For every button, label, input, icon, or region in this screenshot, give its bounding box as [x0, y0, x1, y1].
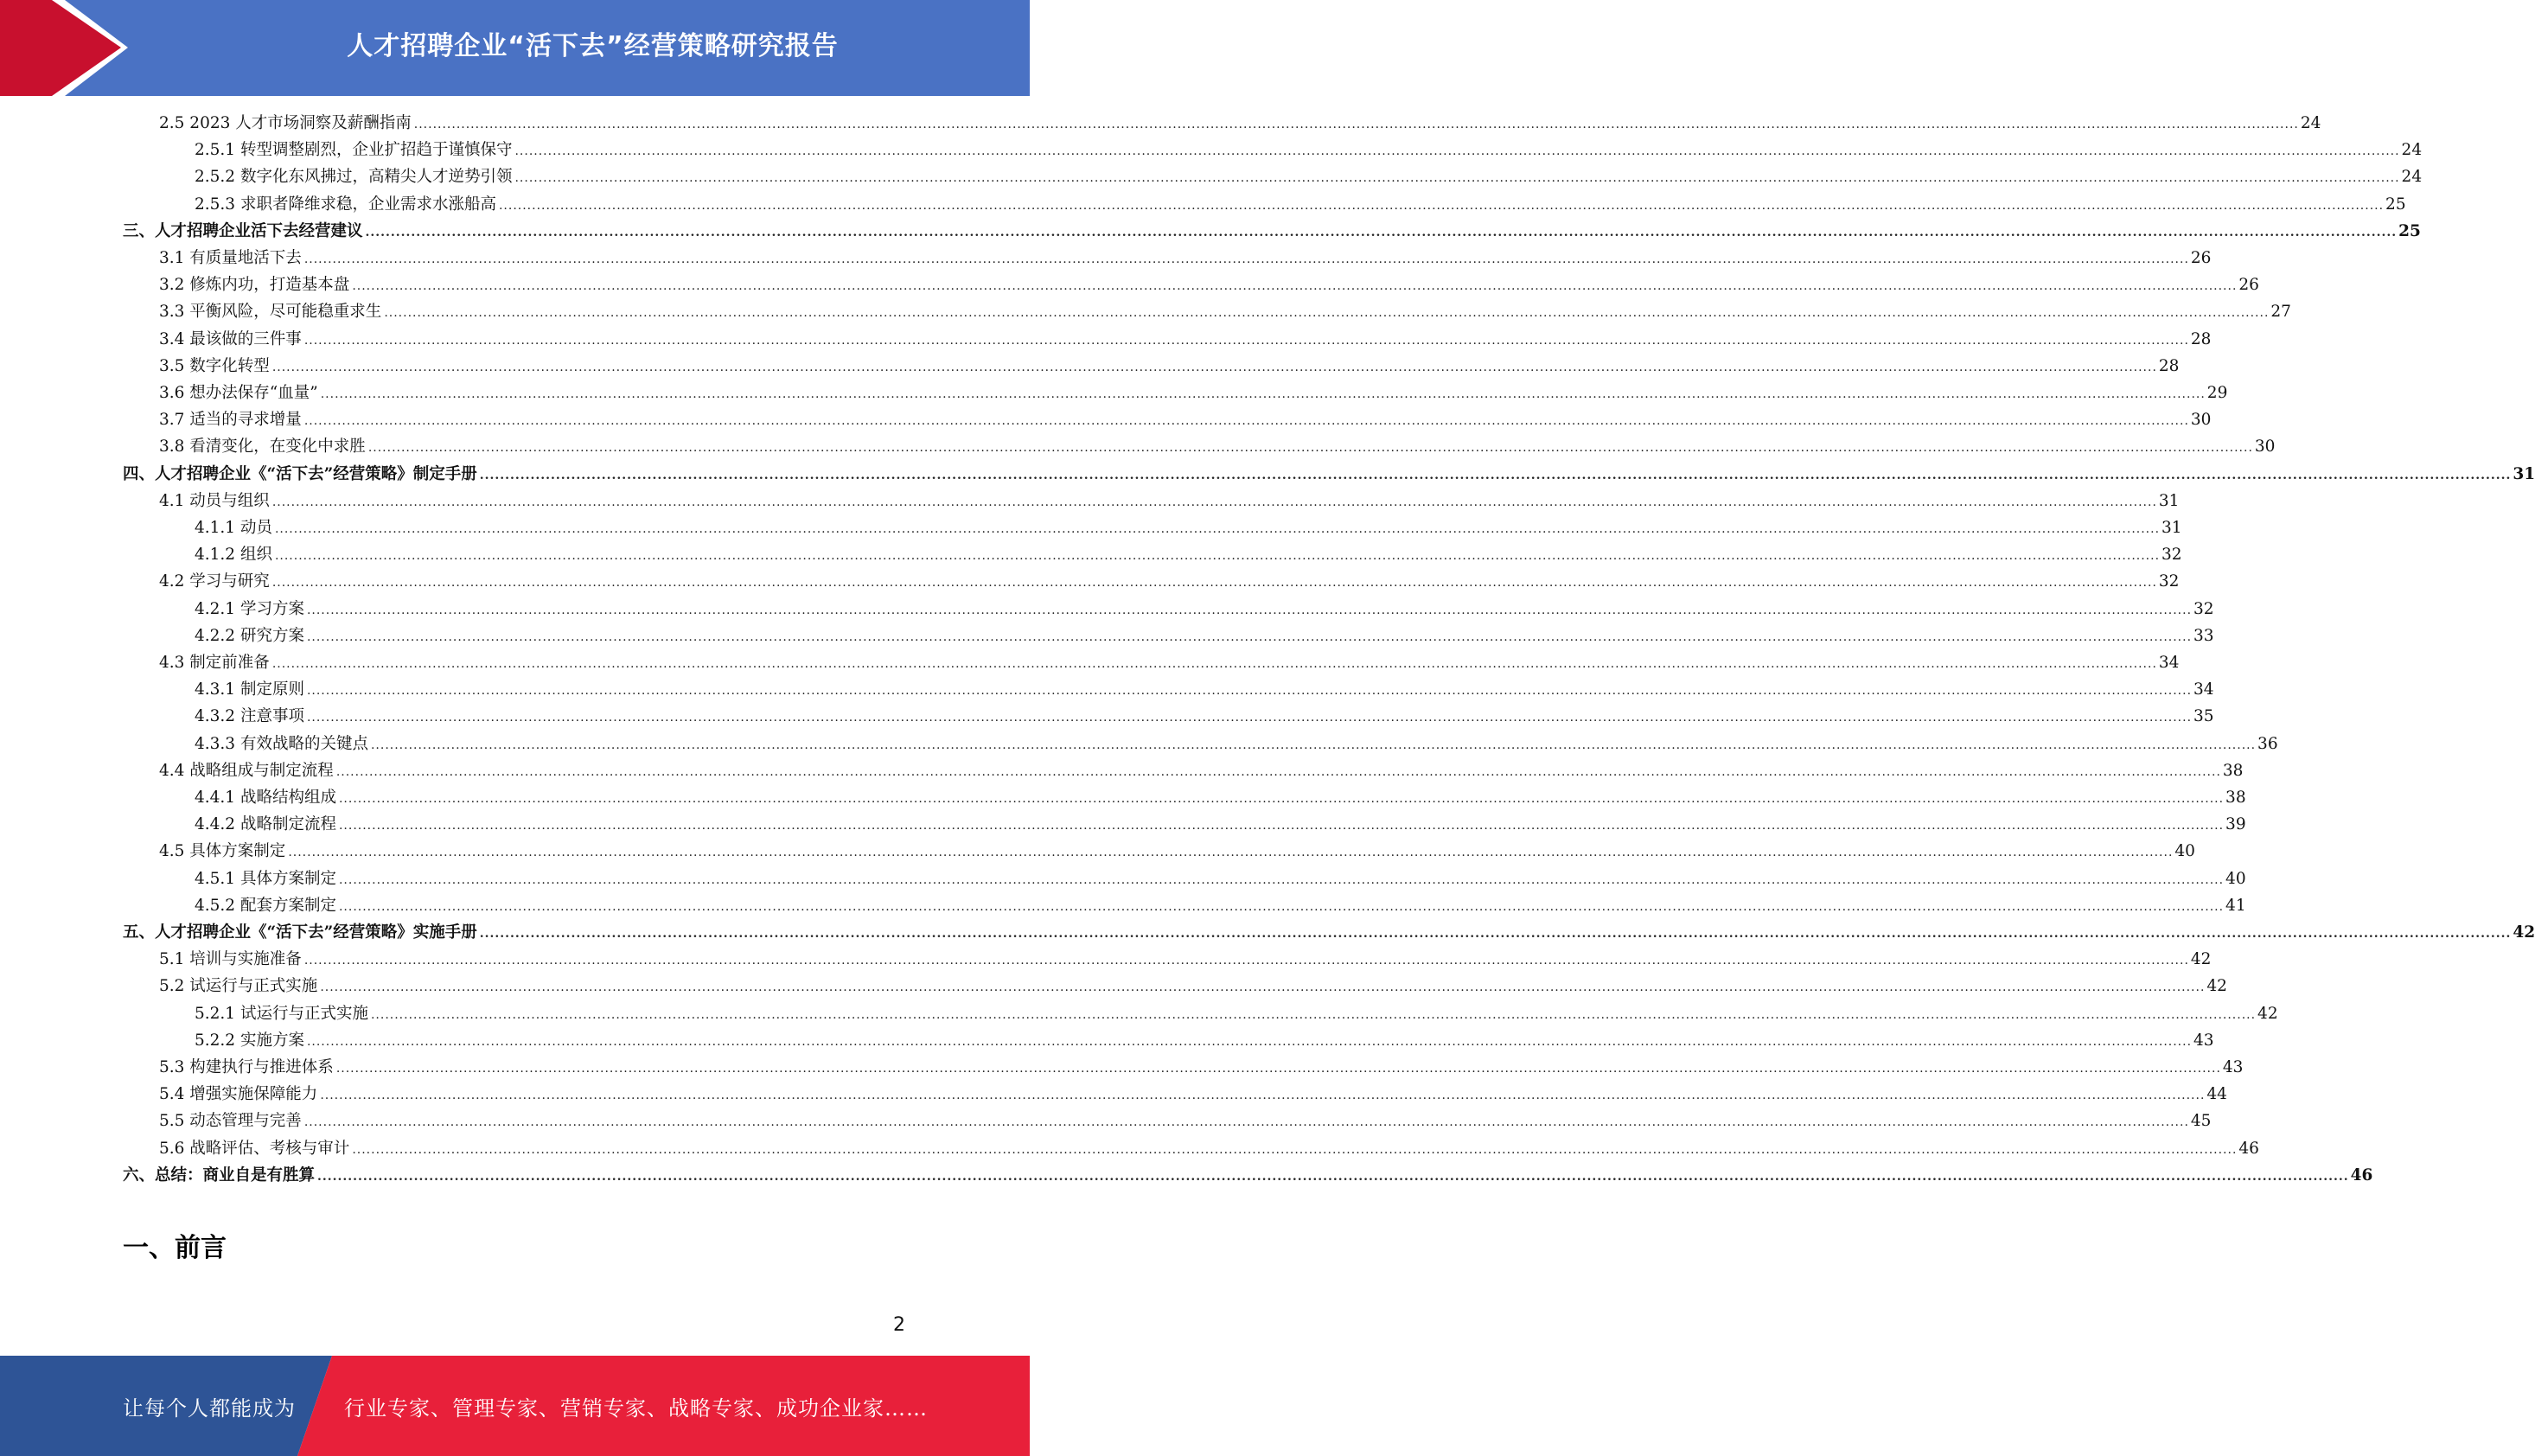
toc-dot-leader: ................................................................................................................................................................................................................................................................................................................................................................................................................	[306, 603, 2193, 617]
toc-entry-label: 2.5.3 求职者降维求稳，企业需求水涨船高	[195, 195, 496, 214]
toc-entry-label: 2.5.2 数字化东风拂过，高精尖人才逆势引领	[195, 168, 513, 187]
toc-entry-page: 46	[2238, 1139, 2259, 1158]
toc-entry-label: 5.5 动态管理与完善	[159, 1112, 302, 1131]
toc-entry-page: 35	[2193, 707, 2214, 726]
toc-entry[interactable]	[159, 569, 2180, 595]
toc-entry-page: 32	[2161, 546, 2182, 565]
toc-entry-page: 25	[2385, 195, 2406, 214]
toc-entry[interactable]	[159, 1108, 2212, 1134]
toc-dot-leader: ................................................................................................................................................................................................................................................................................................................................................................................................................	[306, 1034, 2193, 1049]
toc-entry-page: 46	[2350, 1165, 2373, 1185]
toc-dot-leader: ................................................................................................................................................................................................................................................................................................................................................................................................................	[370, 1007, 2257, 1022]
toc-entry-label: 4.5.2 配套方案制定	[195, 896, 336, 915]
toc-entry[interactable]	[195, 164, 2423, 190]
toc-dot-leader: ................................................................................................................................................................................................................................................................................................................................................................................................................	[367, 441, 2253, 456]
toc-entry[interactable]	[159, 272, 2259, 298]
toc-entry-label: 3.8 看清变化，在变化中求胜	[159, 437, 366, 457]
toc-entry[interactable]	[123, 920, 2535, 946]
toc-entry[interactable]	[195, 893, 2246, 919]
toc-entry-page: 31	[2161, 519, 2182, 537]
toc-entry-label: 4.3.1 制定原则	[195, 680, 304, 699]
toc-dot-leader: ................................................................................................................................................................................................................................................................................................................................................................................................................	[514, 171, 2400, 186]
toc-entry-page: 34	[2193, 680, 2214, 699]
toc-entry-page: 31	[2513, 464, 2535, 483]
toc-entry[interactable]	[123, 1163, 2373, 1189]
toc-entry-label: 4.2.2 研究方案	[195, 626, 304, 645]
toc-entry-page: 30	[2190, 411, 2212, 430]
toc-entry-page: 42	[2190, 950, 2212, 969]
toc-dot-leader: ................................................................................................................................................................................................................................................................................................................................................................................................................	[514, 144, 2400, 159]
toc-entry-page: 26	[2238, 276, 2259, 295]
toc-entry-page: 26	[2190, 249, 2212, 267]
toc-entry-label: 4.2 学习与研究	[159, 572, 270, 591]
toc-dot-leader: ................................................................................................................................................................................................................................................................................................................................................................................................................	[274, 522, 2161, 536]
toc-entry[interactable]	[159, 434, 2276, 460]
toc-entry-label: 2.5.1 转型调整剧烈，企业扩招趋于谨慎保守	[195, 141, 513, 160]
toc-entry-page: 24	[2401, 168, 2423, 187]
toc-entry-page: 32	[2193, 599, 2214, 618]
footer-slogan-right: 行业专家、管理专家、营销专家、战略专家、成功企业家……	[344, 1395, 928, 1421]
toc-entry-page: 40	[2225, 869, 2246, 888]
toc-entry-label: 4.3 制定前准备	[159, 654, 270, 672]
toc-entry[interactable]	[195, 597, 2214, 623]
toc-entry-page: 43	[2193, 1031, 2214, 1050]
toc-entry-label: 三、人才招聘企业活下去经营建议	[123, 221, 363, 240]
toc-entry-page: 28	[2190, 329, 2212, 348]
toc-entry-page: 42	[2513, 923, 2535, 942]
toc-entry-page: 40	[2174, 842, 2195, 861]
toc-entry-label: 5.2.2 实施方案	[195, 1031, 304, 1050]
toc-entry[interactable]	[195, 1001, 2278, 1027]
toc-dot-leader: ................................................................................................................................................................................................................................................................................................................................................................................................................	[288, 846, 2174, 860]
toc-entry-label: 5.3 构建执行与推进体系	[159, 1058, 334, 1076]
toc-entry[interactable]	[159, 947, 2212, 973]
toc-entry-label: 4.1.1 动员	[195, 519, 272, 537]
toc-entry-label: 3.4 最该做的三件事	[159, 329, 302, 348]
toc-dot-leader: ................................................................................................................................................................................................................................................................................................................................................................................................................	[303, 333, 2189, 348]
toc-entry-label: 4.4.2 战略制定流程	[195, 815, 336, 834]
toc-entry[interactable]	[195, 542, 2182, 568]
toc-entry-label: 4.1 动员与组织	[159, 491, 270, 510]
toc-entry-page: 24	[2300, 114, 2321, 132]
toc-dot-leader: ................................................................................................................................................................................................................................................................................................................................................................................................................	[338, 872, 2225, 887]
toc-entry[interactable]	[159, 354, 2180, 380]
page-footer	[0, 1356, 1030, 1456]
toc-entry-page: 38	[2222, 761, 2244, 780]
toc-entry-label: 4.1.2 组织	[195, 546, 272, 565]
report-title: 人才招聘企业“活下去”经营策略研究报告	[347, 31, 839, 61]
toc-entry[interactable]	[159, 758, 2244, 784]
toc-entry-label: 五、人才招聘企业《“活下去”经营策略》实施手册	[123, 923, 477, 942]
toc-entry[interactable]	[195, 623, 2214, 649]
toc-entry-page: 43	[2222, 1058, 2244, 1076]
toc-entry[interactable]	[159, 380, 2228, 406]
toc-entry[interactable]	[159, 489, 2180, 514]
toc-dot-leader: ................................................................................................................................................................................................................................................................................................................................................................................................................	[303, 252, 2189, 266]
toc-entry-page: 41	[2225, 896, 2246, 915]
toc-entry-label: 3.1 有质量地活下去	[159, 249, 302, 267]
toc-dot-leader: ................................................................................................................................................................................................................................................................................................................................................................................................................	[498, 198, 2385, 213]
toc-dot-leader: ................................................................................................................................................................................................................................................................................................................................................................................................................	[306, 629, 2193, 644]
toc-dot-leader: ................................................................................................................................................................................................................................................................................................................................................................................................................	[303, 414, 2189, 429]
toc-dot-leader: ................................................................................................................................................................................................................................................................................................................................................................................................................	[335, 764, 2221, 779]
toc-dot-leader: ................................................................................................................................................................................................................................................................................................................................................................................................................	[479, 927, 2512, 941]
toc-entry-label: 5.6 战略评估、考核与审计	[159, 1139, 350, 1158]
toc-entry-page: 42	[2257, 1004, 2278, 1023]
toc-dot-leader: ................................................................................................................................................................................................................................................................................................................................................................................................................	[370, 738, 2257, 752]
toc-dot-leader: ................................................................................................................................................................................................................................................................................................................................................................................................................	[274, 549, 2161, 564]
toc-entry-label: 3.3 平衡风险，尽可能稳重求生	[159, 303, 382, 322]
toc-entry-label: 四、人才招聘企业《“活下去”经营策略》制定手册	[123, 464, 477, 483]
toc-entry[interactable]	[159, 974, 2227, 999]
toc-entry[interactable]	[123, 462, 2535, 488]
page-header	[0, 0, 1030, 96]
toc-entry-page: 33	[2193, 626, 2214, 645]
toc-dot-leader: ................................................................................................................................................................................................................................................................................................................................................................................................................	[384, 306, 2270, 321]
page-number: 2	[893, 1314, 905, 1336]
toc-entry-label: 4.4.1 战略结构组成	[195, 789, 336, 807]
toc-entry-page: 28	[2158, 356, 2180, 375]
toc-dot-leader: ................................................................................................................................................................................................................................................................................................................................................................................................................	[365, 225, 2398, 239]
toc-entry[interactable]	[195, 704, 2214, 730]
footer-slogan-left: 让每个人都能成为	[123, 1395, 296, 1421]
toc-entry-label: 3.2 修炼内功，打造基本盘	[159, 276, 350, 295]
toc-entry-label: 3.5 数字化转型	[159, 356, 270, 375]
toc-entry[interactable]	[195, 677, 2214, 703]
toc-entry[interactable]	[195, 731, 2278, 757]
toc-dot-leader: ................................................................................................................................................................................................................................................................................................................................................................................................................	[306, 711, 2193, 725]
toc-dot-leader: ................................................................................................................................................................................................................................................................................................................................................................................................................	[303, 954, 2189, 968]
toc-entry-page: 38	[2225, 789, 2246, 807]
toc-dot-leader: ................................................................................................................................................................................................................................................................................................................................................................................................................	[479, 468, 2512, 482]
toc-entry-label: 4.3.3 有效战略的关键点	[195, 734, 368, 753]
toc-dot-leader: ................................................................................................................................................................................................................................................................................................................................................................................................................	[320, 980, 2206, 995]
toc-entry[interactable]	[159, 299, 2291, 325]
toc-dot-leader: ................................................................................................................................................................................................................................................................................................................................................................................................................	[320, 387, 2206, 401]
toc-entry-page: 32	[2158, 572, 2180, 591]
toc-entry[interactable]	[159, 246, 2212, 271]
toc-dot-leader: ................................................................................................................................................................................................................................................................................................................................................................................................................	[271, 495, 2157, 509]
toc-entry-page: 39	[2225, 815, 2246, 834]
toc-dot-leader: ................................................................................................................................................................................................................................................................................................................................................................................................................	[338, 792, 2225, 806]
toc-entry[interactable]	[195, 515, 2182, 541]
toc-dot-leader: ................................................................................................................................................................................................................................................................................................................................................................................................................	[352, 279, 2238, 294]
toc-entry[interactable]	[195, 192, 2406, 218]
toc-dot-leader: ................................................................................................................................................................................................................................................................................................................................................................................................................	[320, 1089, 2206, 1103]
toc-dot-leader: ................................................................................................................................................................................................................................................................................................................................................................................................................	[338, 899, 2225, 914]
toc-entry-label: 5.4 增强实施保障能力	[159, 1085, 318, 1104]
toc-entry-label: 4.4 战略组成与制定流程	[159, 761, 334, 780]
toc-dot-leader: ................................................................................................................................................................................................................................................................................................................................................................................................................	[335, 1062, 2221, 1076]
section-heading: 一、前言	[123, 1233, 227, 1263]
toc-entry[interactable]	[195, 812, 2246, 838]
toc-entry[interactable]	[195, 1028, 2214, 1054]
toc-entry[interactable]	[195, 785, 2246, 811]
toc-entry-label: 六、总结：商业自是有胜算	[123, 1165, 316, 1185]
toc-entry[interactable]	[159, 839, 2195, 865]
toc-entry[interactable]	[195, 137, 2423, 163]
toc-dot-leader: ................................................................................................................................................................................................................................................................................................................................................................................................................	[271, 657, 2157, 671]
toc-dot-leader: ................................................................................................................................................................................................................................................................................................................................................................................................................	[338, 819, 2225, 833]
toc-dot-leader: ................................................................................................................................................................................................................................................................................................................................................................................................................	[352, 1142, 2238, 1157]
toc-entry-page: 25	[2398, 221, 2421, 240]
toc-entry[interactable]	[159, 1055, 2244, 1081]
toc-entry-page: 31	[2158, 491, 2180, 510]
toc-entry-page: 30	[2254, 437, 2276, 457]
toc-entry-label: 3.7 适当的寻求增量	[159, 411, 302, 430]
toc-entry-label: 4.3.2 注意事项	[195, 707, 304, 726]
toc-dot-leader: ................................................................................................................................................................................................................................................................................................................................................................................................................	[271, 360, 2157, 374]
toc-entry-label: 4.5 具体方案制定	[159, 842, 286, 861]
toc-entry-page: 27	[2270, 303, 2291, 322]
toc-dot-leader: ................................................................................................................................................................................................................................................................................................................................................................................................................	[306, 684, 2193, 699]
toc-entry-page: 36	[2257, 734, 2278, 753]
toc-entry[interactable]	[159, 111, 2321, 137]
toc-entry-page: 34	[2158, 654, 2180, 672]
toc-entry-label: 3.6 想办法保存“血量”	[159, 384, 318, 402]
toc-entry[interactable]	[159, 327, 2212, 353]
toc-entry-page: 24	[2401, 141, 2423, 160]
toc-entry-label: 5.2.1 试运行与正式实施	[195, 1004, 368, 1023]
toc-entry[interactable]	[159, 1136, 2259, 1162]
toc-entry[interactable]	[123, 219, 2421, 245]
toc-entry-label: 2.5 2023 人才市场洞察及薪酬指南	[159, 114, 412, 132]
toc-dot-leader: ................................................................................................................................................................................................................................................................................................................................................................................................................	[303, 1115, 2189, 1130]
toc-entry[interactable]	[159, 407, 2212, 433]
toc-entry[interactable]	[195, 866, 2246, 892]
toc-entry-label: 4.5.1 具体方案制定	[195, 869, 336, 888]
toc-entry-page: 42	[2206, 977, 2227, 996]
toc-dot-leader: ................................................................................................................................................................................................................................................................................................................................................................................................................	[271, 576, 2157, 591]
toc-entry-page: 45	[2190, 1112, 2212, 1131]
toc-entry-label: 4.2.1 学习方案	[195, 599, 304, 618]
toc-dot-leader: ................................................................................................................................................................................................................................................................................................................................................................................................................	[317, 1169, 2349, 1184]
toc-entry-page: 29	[2206, 384, 2228, 402]
toc-entry-label: 5.2 试运行与正式实施	[159, 977, 318, 996]
toc-entry[interactable]	[159, 1082, 2227, 1108]
toc-dot-leader: ................................................................................................................................................................................................................................................................................................................................................................................................................	[413, 118, 2299, 131]
toc-entry-page: 44	[2206, 1085, 2227, 1104]
toc-entry-label: 5.1 培训与实施准备	[159, 950, 302, 969]
toc-entry[interactable]	[159, 650, 2180, 676]
